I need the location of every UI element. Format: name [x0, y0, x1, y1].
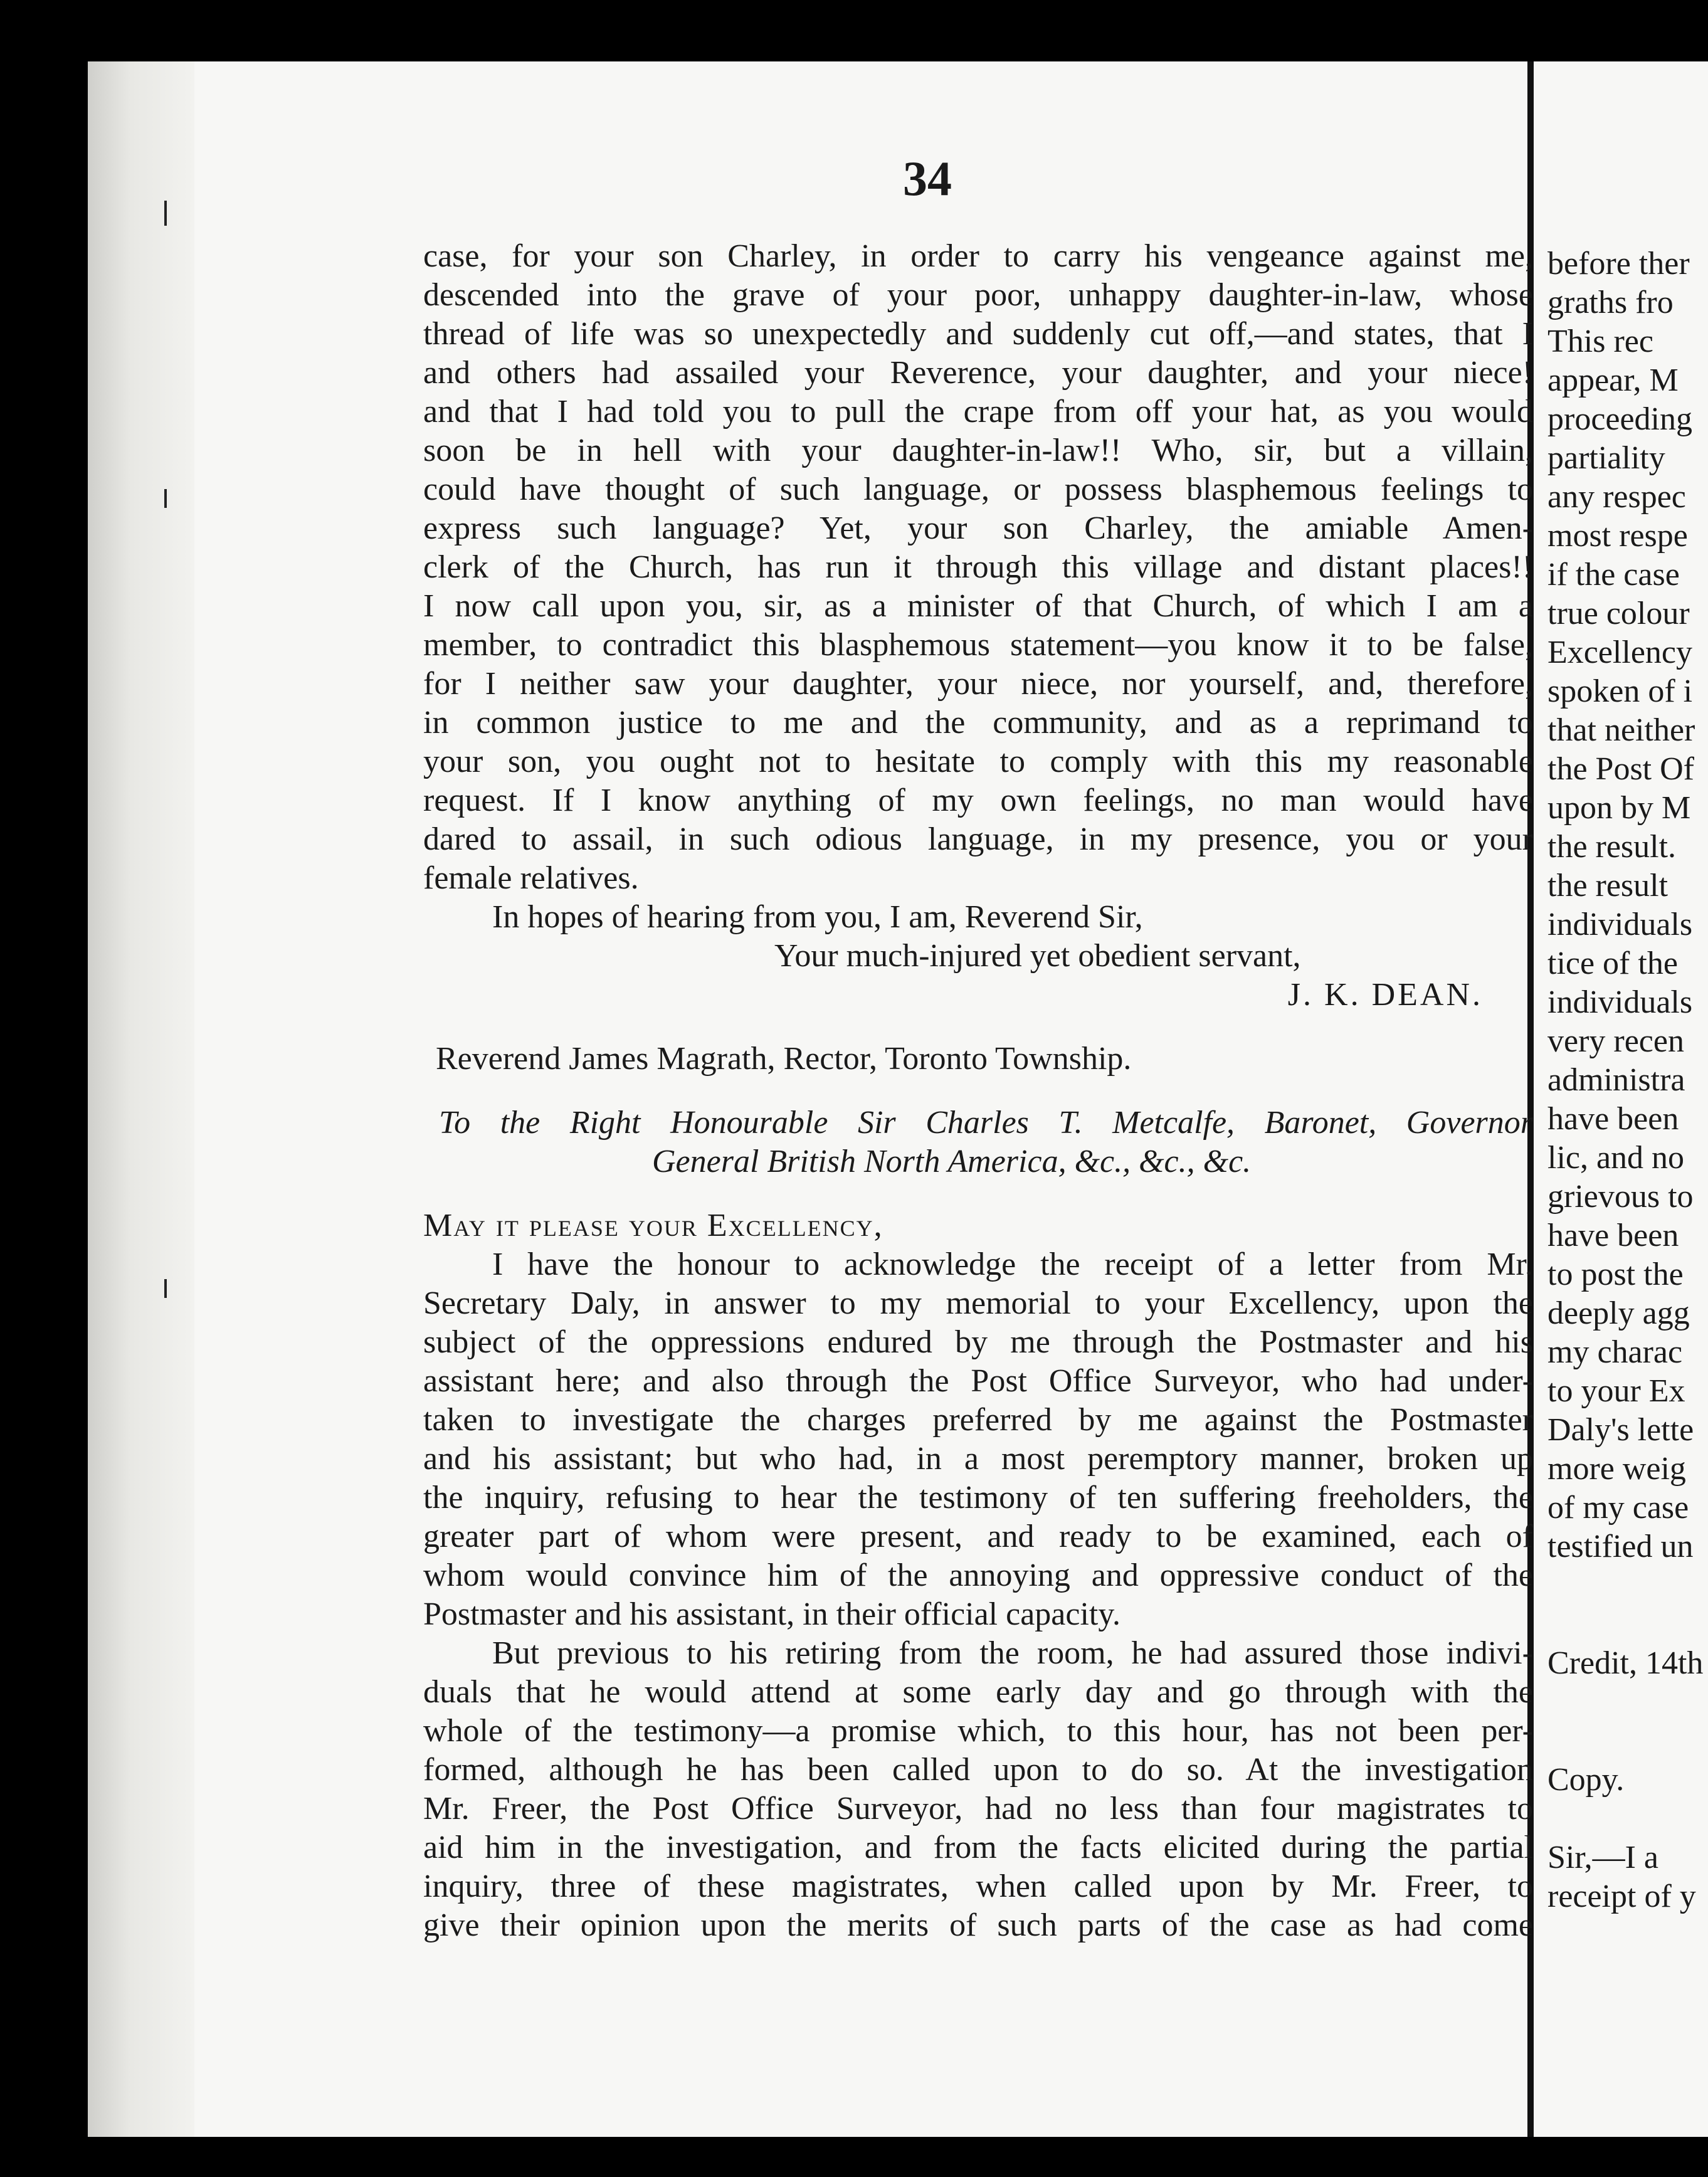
right-page-line: testified un [1547, 1529, 1694, 1564]
right-page-line: most respe [1547, 518, 1688, 554]
text-line: female relatives. [423, 860, 639, 896]
text-line: express such language? Yet, your son Charley, the amiable Amen- [423, 510, 1533, 546]
text-line: for I neither saw your daughter, your niece, nor yourself, and, therefore, [423, 666, 1533, 702]
text-line: I now call upon you, sir, as a minister of that Church, of which I am a [423, 588, 1533, 624]
right-page-line: before ther [1547, 246, 1690, 282]
right-page-line: graths fro [1547, 285, 1674, 320]
right-page-line: to your Ex [1547, 1373, 1685, 1409]
text-line: clerk of the Church, has run it through this village and distant places!! [423, 549, 1533, 585]
text-line: But previous to his retiring from the room, he had assured those indivi- [492, 1635, 1533, 1671]
right-page-line: that neither [1547, 712, 1695, 748]
text-line: inquiry, three of these magistrates, when called upon by Mr. Freer, to [423, 1869, 1533, 1904]
spacer [423, 1181, 1533, 1206]
right-page-line: appear, M [1547, 362, 1679, 398]
right-page-line: Excellency [1547, 635, 1692, 670]
text-line: the inquiry, refusing to hear the testimony of ten suffering freeholders, the [423, 1480, 1533, 1515]
right-page-line: Daly's lette [1547, 1412, 1694, 1448]
text-line: greater part of whom were present, and ready to be examined, each of [423, 1519, 1533, 1554]
text-line: whole of the testimony—a promise which, to this hour, has not been per- [423, 1713, 1533, 1749]
text-line: request. If I know anything of my own feelings, no man would have [423, 783, 1533, 818]
right-page-line: grievous to [1547, 1179, 1694, 1215]
text-line: and that I had told you to pull the crape from off your hat, as you would [423, 394, 1533, 430]
text-line: To the Right Honourable Sir Charles T. Metcalfe, Baronet, Governor [439, 1105, 1533, 1141]
text-line: and his assistant; but who had, in a most peremptory manner, broken up [423, 1441, 1533, 1477]
text-line: subject of the oppressions endured by me through the Postmaster and his [423, 1324, 1533, 1360]
text-line: case, for your son Charley, in order to carry his vengeance against me, [423, 238, 1533, 274]
right-page-text-column [1547, 245, 1708, 1916]
text-line: Reverend James Magrath, Rector, Toronto Township. [436, 1041, 1132, 1077]
right-page-line: administra [1547, 1062, 1685, 1098]
right-page-line: of my case [1547, 1490, 1689, 1526]
text-line: your son, you ought not to hesitate to comply with this my reasonable [423, 744, 1533, 779]
text-line: duals that he would attend at some early day and go through with the [423, 1674, 1533, 1710]
right-page-line: more weig [1547, 1451, 1686, 1487]
text-line: give their opinion upon the merits of such parts of the case as had come [423, 1907, 1533, 1943]
right-page-line: my charac [1547, 1334, 1683, 1370]
right-page-line: Sir,—I a [1547, 1840, 1658, 1875]
right-page-line: to post the [1547, 1257, 1684, 1292]
text-line: and others had assailed your Reverence, your daughter, and your niece! [423, 355, 1533, 391]
spacer [423, 1015, 1533, 1040]
binding-tick [164, 1279, 167, 1298]
right-page-line: deeply agg [1547, 1295, 1690, 1331]
text-line: Secretary Daly, in answer to my memorial to your Excellency, upon the [423, 1285, 1533, 1321]
text-line: General British North America, &c., &c., &c. [652, 1144, 1252, 1179]
right-page-line: the result. [1547, 829, 1677, 865]
right-page-line: Credit, 14th [1547, 1645, 1704, 1681]
right-page-line: partiality [1547, 440, 1665, 476]
text-line: dared to assail, in such odious language, in my presence, you or your [423, 821, 1533, 857]
text-line: J. K. DEAN. [1287, 977, 1483, 1013]
text-line: descended into the grave of your poor, unhappy daughter-in-law, whose [423, 277, 1533, 313]
right-page-line: individuals [1547, 907, 1693, 942]
text-line: soon be in hell with your daughter-in-law!! Who, sir, but a villain, [423, 433, 1533, 468]
text-line: in common justice to me and the community, and as a reprimand to [423, 705, 1533, 741]
text-line: May it please your Excellency, [423, 1208, 883, 1243]
text-line: member, to contradict this blasphemous statement—you know it to be false, [423, 627, 1533, 663]
text-line: I have the honour to acknowledge the receipt of a letter from Mr. [492, 1247, 1533, 1282]
right-page-line: individuals [1547, 984, 1693, 1020]
main-text-column [423, 237, 1533, 1945]
right-page-line: any respec [1547, 479, 1686, 515]
text-line: formed, although he has been called upon to do so. At the investigation [423, 1752, 1533, 1788]
text-line: thread of life was so unexpectedly and suddenly cut off,—and states, that I [423, 316, 1533, 352]
right-page-line: lic, and no [1547, 1140, 1685, 1176]
text-line: whom would convince him of the annoying and oppressive conduct of the [423, 1558, 1533, 1593]
text-line: could have thought of such language, or possess blasphemous feelings to [423, 472, 1533, 507]
page-shadow [88, 61, 194, 2137]
binding-tick [164, 489, 167, 508]
right-page-line: Copy. [1547, 1762, 1625, 1798]
right-page-line [1547, 1683, 1708, 1722]
right-page-line: upon by M [1547, 790, 1691, 826]
right-page-line: true colour [1547, 596, 1690, 631]
right-page-line: have been [1547, 1218, 1679, 1253]
right-page-line: receipt of y [1547, 1879, 1696, 1914]
right-page-line: proceeding [1547, 401, 1693, 437]
right-page-line: the Post Of [1547, 751, 1694, 787]
right-page-line: the result [1547, 868, 1668, 904]
spacer [423, 1078, 1533, 1104]
right-page-line [1547, 1605, 1708, 1644]
right-page-line: if the case [1547, 557, 1680, 593]
text-line: Mr. Freer, the Post Office Surveyor, had no less than four magistrates to [423, 1791, 1533, 1826]
text-line: taken to investigate the charges preferred by me against the Postmaster [423, 1402, 1533, 1438]
right-page-line: have been [1547, 1101, 1679, 1137]
text-line: Your much-injured yet obedient servant, [774, 938, 1301, 974]
text-line: aid him in the investigation, and from the facts elicited during the partial [423, 1830, 1533, 1865]
right-page-line: very recen [1547, 1023, 1684, 1059]
text-line: Postmaster and his assistant, in their official capacity. [423, 1596, 1120, 1632]
text-line: In hopes of hearing from you, I am, Reverend Sir, [492, 899, 1143, 935]
right-page-line [1547, 1566, 1708, 1605]
text-line: assistant here; and also through the Post Office Surveyor, who had under- [423, 1363, 1533, 1399]
right-page-line: tice of the [1547, 946, 1678, 981]
right-page-line [1547, 1722, 1708, 1761]
page-number: 34 [903, 151, 952, 206]
binding-tick [164, 201, 167, 226]
right-page-line [1547, 1800, 1708, 1838]
right-page-line: spoken of i [1547, 673, 1693, 709]
right-page-line: This rec [1547, 324, 1653, 359]
